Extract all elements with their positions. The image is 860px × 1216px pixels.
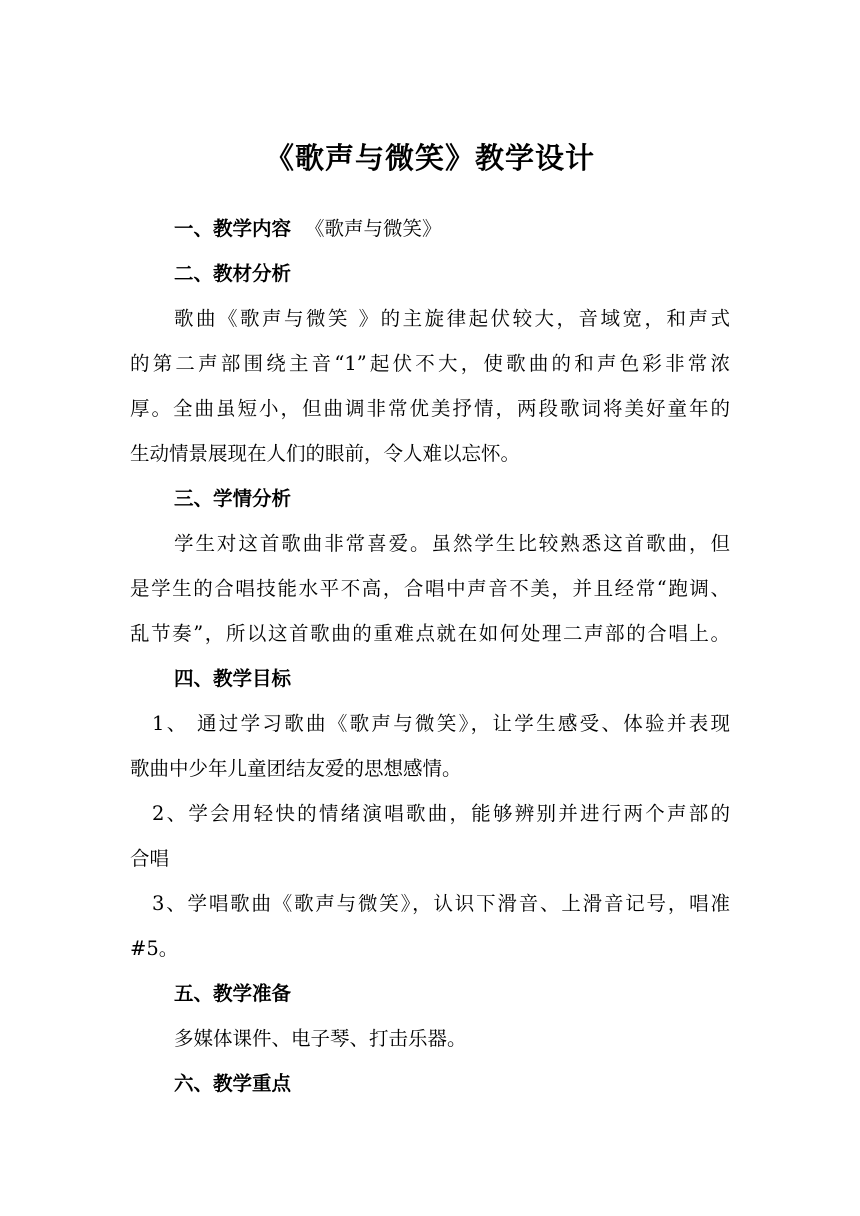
heading-teaching-content [130, 211, 774, 247]
paragraph-line: 学生对这首歌曲非常喜爱。虽然学生比较熟悉这首歌曲，但 [174, 532, 730, 555]
paragraph-line: 是学生的合唱技能水平不高，合唱中声音不美，并且经常“跑调、 [130, 577, 730, 600]
goal-item-1: 1、 通过学习歌曲《歌声与微笑》，让学生感受、体验并表现 [152, 712, 730, 735]
heading-teaching-preparation: 五、教学准备 [174, 982, 292, 1005]
paragraph-line: 歌曲中少年儿童团结友爱的思想感情。 [130, 757, 462, 780]
paragraph-line: 的第二声部围绕主音“1”起伏不大，使歌曲的和声色彩非常浓 [130, 352, 730, 375]
paragraph-line: #5。 [130, 937, 179, 960]
paragraph-line: 合唱 [130, 847, 170, 870]
goal-item-3: 3、学唱歌曲《歌声与微笑》，认识下滑音、上滑音记号，唱准 [152, 892, 730, 915]
paragraph-line: 生动情景展现在人们的眼前，令人难以忘怀。 [130, 442, 521, 465]
document-title: 《歌声与微笑》教学设计 [264, 141, 595, 175]
paragraph-line: 乱节奏”，所以这首歌曲的重难点就在如何处理二声部的合唱上。 [130, 622, 730, 645]
heading-student-analysis: 三、学情分析 [174, 487, 292, 510]
goal-item-2: 2、学会用轻快的情绪演唱歌曲，能够辨别并进行两个声部的 [152, 802, 730, 825]
heading-material-analysis: 二、教材分析 [174, 262, 292, 285]
heading-teaching-goals: 四、教学目标 [174, 667, 292, 690]
paragraph-line: 多媒体课件、电子琴、打击乐器。 [174, 1027, 467, 1050]
heading-label: 一、教学内容 [174, 217, 292, 240]
heading-subtitle: 《歌声与微笑》 [305, 217, 442, 240]
paragraph-line: 歌曲《歌声与微笑 》的主旋律起伏较大，音域宽，和声式 [174, 307, 730, 330]
paragraph-line: 厚。全曲虽短小，但曲调非常优美抒情，两段歌词将美好童年的 [130, 397, 730, 420]
heading-teaching-focus: 六、教学重点 [174, 1072, 292, 1095]
